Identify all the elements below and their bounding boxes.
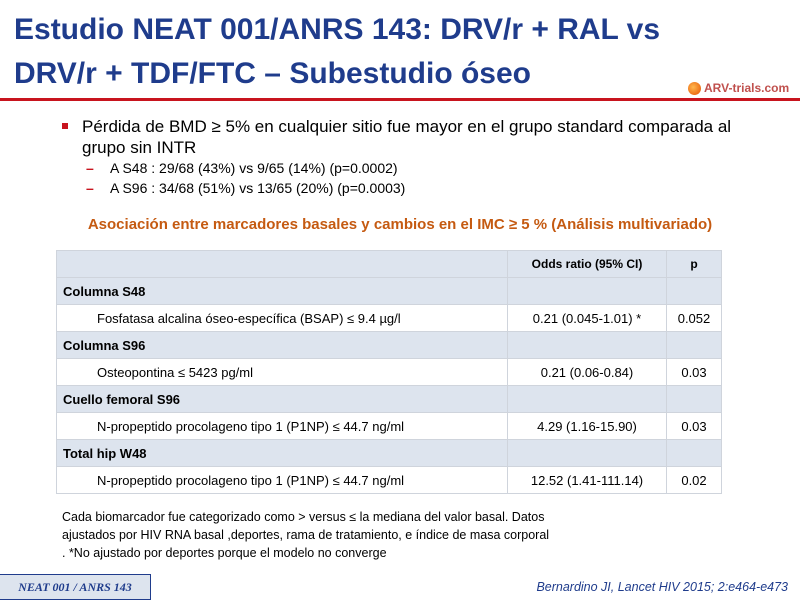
sub-bullet-text: A S96 : 34/68 (51%) vs 13/65 (20%) (p=0.0003)	[110, 180, 406, 196]
footnote	[62, 508, 702, 562]
p-value-cell: 0.052	[667, 305, 722, 332]
footnote-line-3: . *No ajustado por deportes porque el modelo no converge	[62, 546, 387, 560]
table-heading: Asociación entre marcadores basales y cambios en el IMC ≥ 5 % (Análisis multivariado)	[87, 216, 713, 233]
title-divider	[0, 98, 800, 101]
title-line-2: DRV/r + TDF/FTC – Subestudio óseo	[14, 57, 532, 90]
p-value-cell: 0.03	[667, 413, 722, 440]
p-value-cell: 0.03	[667, 359, 722, 386]
odds-ratio-cell: 0.21 (0.045-1.01) *	[508, 305, 667, 332]
header-p: p	[667, 251, 722, 278]
results-table	[56, 250, 722, 494]
group-label: Total hip W48	[57, 440, 508, 467]
citation: Bernardino JI, Lancet HIV 2015; 2:e464-e473	[536, 580, 788, 594]
marker-label: Osteopontina ≤ 5423 pg/ml	[57, 359, 508, 386]
odds-ratio-cell: 12.52 (1.41-111.14)	[508, 467, 667, 494]
logo-icon	[688, 82, 701, 95]
odds-ratio-cell: 0.21 (0.06-0.84)	[508, 359, 667, 386]
study-badge: NEAT 001 / ANRS 143	[0, 574, 151, 600]
dash-icon: –	[86, 180, 94, 196]
marker-label: N-propeptido procolageno tipo 1 (P1NP) ≤ 44.7 ng/ml	[57, 413, 508, 440]
marker-label: N-propeptido procolageno tipo 1 (P1NP) ≤ 44.7 ng/ml	[57, 467, 508, 494]
odds-ratio-cell: 4.29 (1.16-15.90)	[508, 413, 667, 440]
slide-title	[14, 8, 714, 96]
table-header-row	[57, 251, 722, 278]
footnote-line-2: ajustados por HIV RNA basal ,deportes, rama de tratamiento, e índice de masa corporal	[62, 528, 550, 542]
table-group-row	[57, 440, 722, 467]
bullet-main	[62, 116, 762, 158]
marker-label: Fosfatasa alcalina óseo-específica (BSAP) ≤ 9.4 µg/l	[57, 305, 508, 332]
group-label: Columna S96	[57, 332, 508, 359]
table-group-row	[57, 386, 722, 413]
title-line-1: Estudio NEAT 001/ANRS 143: DRV/r + RAL vs	[14, 13, 661, 46]
header-empty	[57, 251, 508, 278]
table-row	[57, 467, 722, 494]
bullet-main-text: Pérdida de BMD ≥ 5% en cualquier sitio fue mayor en el grupo standard comparada al grupo sin INTR	[82, 117, 732, 157]
dash-icon: –	[86, 160, 94, 176]
bullet-list	[62, 116, 762, 198]
sub-bullet-text: A S48 : 29/68 (43%) vs 9/65 (14%) (p=0.0002)	[110, 160, 398, 176]
header-odds-ratio: Odds ratio (95% CI)	[508, 251, 667, 278]
group-label: Cuello femoral S96	[57, 386, 508, 413]
p-value-cell: 0.02	[667, 467, 722, 494]
footnote-line-1: Cada biomarcador fue categorizado como > versus ≤ la mediana del valor basal. Datos	[62, 510, 545, 524]
table-group-row	[57, 332, 722, 359]
logo-text: ARV-trials.com	[704, 81, 790, 95]
bullet-square-icon	[62, 123, 68, 129]
group-label: Columna S48	[57, 278, 508, 305]
sub-bullet	[86, 178, 762, 198]
arv-trials-logo	[688, 78, 789, 98]
table-row	[57, 413, 722, 440]
table-row	[57, 305, 722, 332]
sub-bullet	[86, 158, 762, 178]
table-row	[57, 359, 722, 386]
table-group-row	[57, 278, 722, 305]
